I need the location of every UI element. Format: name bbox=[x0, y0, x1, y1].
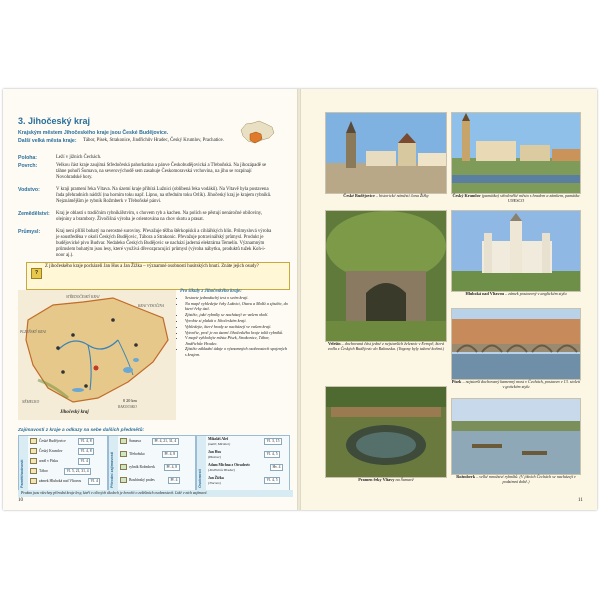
landmark-row: Tábor bbox=[30, 468, 48, 474]
locator-map bbox=[238, 118, 276, 148]
cities-label: Další velká města kraje: bbox=[18, 138, 77, 144]
landmark-ref: Vl. 4 bbox=[86, 478, 100, 484]
question-text: Z jihočeského kraje pocházeli Jan Hus a Jan Žižka – významné osobnosti husitských hnutí. Znáte jejich osudy? bbox=[45, 264, 259, 269]
map-region-label: RAKOUSKO bbox=[118, 405, 137, 409]
section-text-prumysl: Kraj není příliš bohatý na nerostné suroviny. Převažuje těžba štěrkopísků a cihlářských hlín. Průmyslová výroba je soustředěna v okolí Českých Budějovic, Tábora a Strakonic. Převažuje potravinářský průmysl. Produkt je budějovické pivo Budvar. Nedaleko Českých Budějovic se nachází jaderná elektrárna Temelín. Významným průmslem bohatým jsou lesy, které využívá dřevozpracující průmysl (výroba nábytku, produktů tužek Koh-i-noor aj.). bbox=[56, 229, 272, 259]
nature-row: Šumava bbox=[120, 438, 141, 444]
section-label-povrch: Povrch: bbox=[18, 163, 38, 169]
kids-item: • Vyrobte si plakát o Jihočeském kraji. bbox=[185, 318, 288, 323]
landmark-row: zámek Hluboká nad Vltavou bbox=[30, 478, 81, 484]
photo-vltava-spring bbox=[325, 386, 447, 478]
page-number-right: 11 bbox=[578, 498, 583, 503]
kids-item: • Sestavte jednoduchý test o svém kraji. bbox=[185, 295, 288, 300]
kids-title: Pro šikuly z Jihočeského kraje: bbox=[180, 289, 242, 294]
kids-item: • Zjistěte, jaké rybníky se nacházejí ve vašem okolí. bbox=[185, 312, 288, 317]
seat-line: Krajským městem Jihočeského kraje jsou České Budějovice. bbox=[18, 130, 169, 136]
section-label-prumysl: Průmysl: bbox=[18, 229, 41, 235]
map-scale: 0 20 km bbox=[123, 398, 137, 403]
landmark-ref: Vl. 4 bbox=[76, 458, 90, 464]
kids-box bbox=[180, 289, 288, 358]
photo-caption: Rožmberk – velké množství rybníků. (V jižních Čechách se nacházejí v podzimní době.) bbox=[456, 474, 576, 485]
kids-item: • Vytvořte, proč je na území Jihočeského kraje tolik rybníků. bbox=[185, 330, 288, 335]
photo-pisek bbox=[451, 308, 581, 380]
photo-caption: Pramen řeky Vltavy na Šumavě bbox=[358, 477, 414, 482]
landmark-ref: Vl. 4, 8 bbox=[76, 438, 94, 444]
person-ref: Vl. 4, 5 bbox=[262, 451, 280, 457]
landmark-row: České Budějovice bbox=[30, 438, 66, 444]
nature-row: rybník Rožmberk bbox=[120, 464, 155, 470]
section-label-poloha: Poloha: bbox=[18, 155, 38, 161]
person-ref: Hv. 4 bbox=[268, 464, 283, 470]
section-text-vodstvo: V kraji pramení řeka Vltava. Na území kraje přibírá Lužnici (oblíbená řeka vodáků). Na Vltavě byla postavena řada přehradních nádrží (na horním toku např. Lipno, na středním toku Orlík). Jihočeský kraj je krajem rybníků. Nejznámějším je rybník Rožmberk v Třeboňské pánvi. bbox=[56, 187, 272, 205]
region-map bbox=[18, 290, 176, 420]
photo-caption: České Budějovice – historické náměstí Jana Žižky bbox=[343, 193, 429, 198]
nature-row: Boubínský prales bbox=[120, 477, 155, 483]
kids-item: • Na mapě vyhledejte řeky Lužnici, Otavu a Malši a zjistěte, do které řeky ústí. bbox=[185, 301, 288, 312]
cities-text: Tábor, Písek, Strakonice, Jindřichův Hradec, Český Krumlov, Prachatice. bbox=[83, 138, 224, 143]
nature-ref: Př. 4, 21, 31, 4 bbox=[150, 438, 179, 444]
section-text-zemedelstvi: Kraj je oblastí s tradičním rybníkářstvím, s chovem ryb a kachen. Na polích se pěstují nenáročné obiloviny, olejniny a brambory. Živočišná výroba je orientována na chov skotu a prasat. bbox=[56, 211, 263, 223]
nature-ref: Př. 4 bbox=[166, 477, 180, 483]
photo-rozmberk bbox=[451, 398, 581, 475]
nature-tab: Přírodní zajímavosti bbox=[109, 436, 118, 490]
landmarks-tab: Pamětihodnosti bbox=[19, 436, 28, 490]
landmark-ref: Vl. 5, 21, 31, 4 bbox=[62, 468, 91, 474]
page-title: 3. Jihočeský kraj bbox=[18, 116, 91, 126]
photo-caption: Český Krumlov (památka) středověké město s hradem a zámkem, památka UNESCO bbox=[452, 193, 580, 204]
page-number-left: 10 bbox=[18, 498, 23, 503]
book-gutter bbox=[297, 89, 301, 510]
person-name: Jan Hus bbox=[208, 450, 222, 454]
section-label-vodstvo: Vodstvo: bbox=[18, 187, 40, 193]
map-caption: Jihočeský kraj bbox=[60, 410, 89, 415]
person-note: (Husinec) bbox=[208, 455, 221, 459]
landmark-ref: Vl. 4, 8 bbox=[76, 448, 94, 454]
photo-hluboka bbox=[451, 210, 581, 292]
photo-cesky-krumlov bbox=[451, 112, 581, 194]
map-region-label: KRAJ VYSOČINA bbox=[138, 304, 165, 308]
person-name: Mikoláš Aleš bbox=[208, 437, 229, 441]
people-tab: Osobnosti bbox=[197, 436, 206, 490]
photo-velesin bbox=[325, 210, 447, 342]
photo-caption: Hluboká nad Vltavou – zámek postavený v anglickém stylu bbox=[465, 291, 567, 296]
map-region-label: PLZEŇSKÝ KRAJ bbox=[20, 330, 47, 334]
kids-item: • V mapě vyhledejte města Písek, Strakonice, Tábor, Jindřichův Hradec. bbox=[185, 335, 288, 346]
section-label-zemedelstvi: Zemědělství: bbox=[18, 211, 50, 217]
kids-item: • Vyhledejte, které hrady se nacházejí ve vašem kraji. bbox=[185, 324, 288, 329]
person-note: (malíř, Mirotice) bbox=[208, 442, 231, 446]
map-region-label: STŘEDOČESKÝ KRAJ bbox=[66, 295, 100, 299]
person-note: (Jindřichův Hradec) bbox=[208, 468, 236, 472]
nature-row: Třeboňsko bbox=[120, 451, 145, 457]
kids-item: • Zjistěte základní údaje o významných osobnostech spojených s krajem. bbox=[185, 346, 288, 357]
footnote-bar: Pražan jsou všechny přírodní kraje lesy, kteří v cílových úkolech je hovořit o zvláštních osobnostech. Lidé v nich zajímavé. bbox=[18, 490, 293, 497]
question-icon: ? bbox=[31, 268, 42, 279]
person-ref: Vl. 4, 5 bbox=[262, 477, 280, 483]
person-name: Adam Michna z Otradovic bbox=[208, 463, 251, 467]
person-ref: Vl. 3, 15 bbox=[262, 438, 282, 444]
photo-caption: Písek – nejstarší dochovaný kamenný most v Čechách, postaven v 13. století v gotickém stylu bbox=[451, 379, 581, 390]
photo-ceske-budejovice bbox=[325, 112, 447, 194]
person-note: (Trocnov) bbox=[208, 481, 221, 485]
landmark-row: Český Krumlov bbox=[30, 448, 62, 454]
landmark-row: areál v Písku bbox=[30, 458, 58, 464]
nature-ref: Př. 4, 8 bbox=[162, 464, 180, 470]
section-text-povrch: Velkou část kraje zaujímá Středočeská pahorkatina a pánve Českobudějovická a Třeboňská. Na jihozápadě se táhne pohoří Šumava, na severovýchodě sem zasahuje Českomoravská vrchovina, na jihu se rozpínají Novohradské hory. bbox=[56, 163, 267, 181]
map-region-label: NĚMECKO bbox=[22, 400, 40, 404]
section-text-poloha: Leží v jižních Čechách. bbox=[56, 155, 102, 160]
interest-title: Zajímavosti z kraje a odkazy na sebe dalších předmětů: bbox=[18, 428, 145, 433]
nature-ref: Př. 4, 8 bbox=[160, 451, 178, 457]
person-name: Jan Žižka bbox=[208, 476, 224, 480]
photo-caption: Velešín – dochovaná část jedné z nejstarších železnic v Evropě, která vedla z Českých Budějovic do Rakouska. (Vagony byly tažené koňmi.) bbox=[327, 341, 445, 352]
